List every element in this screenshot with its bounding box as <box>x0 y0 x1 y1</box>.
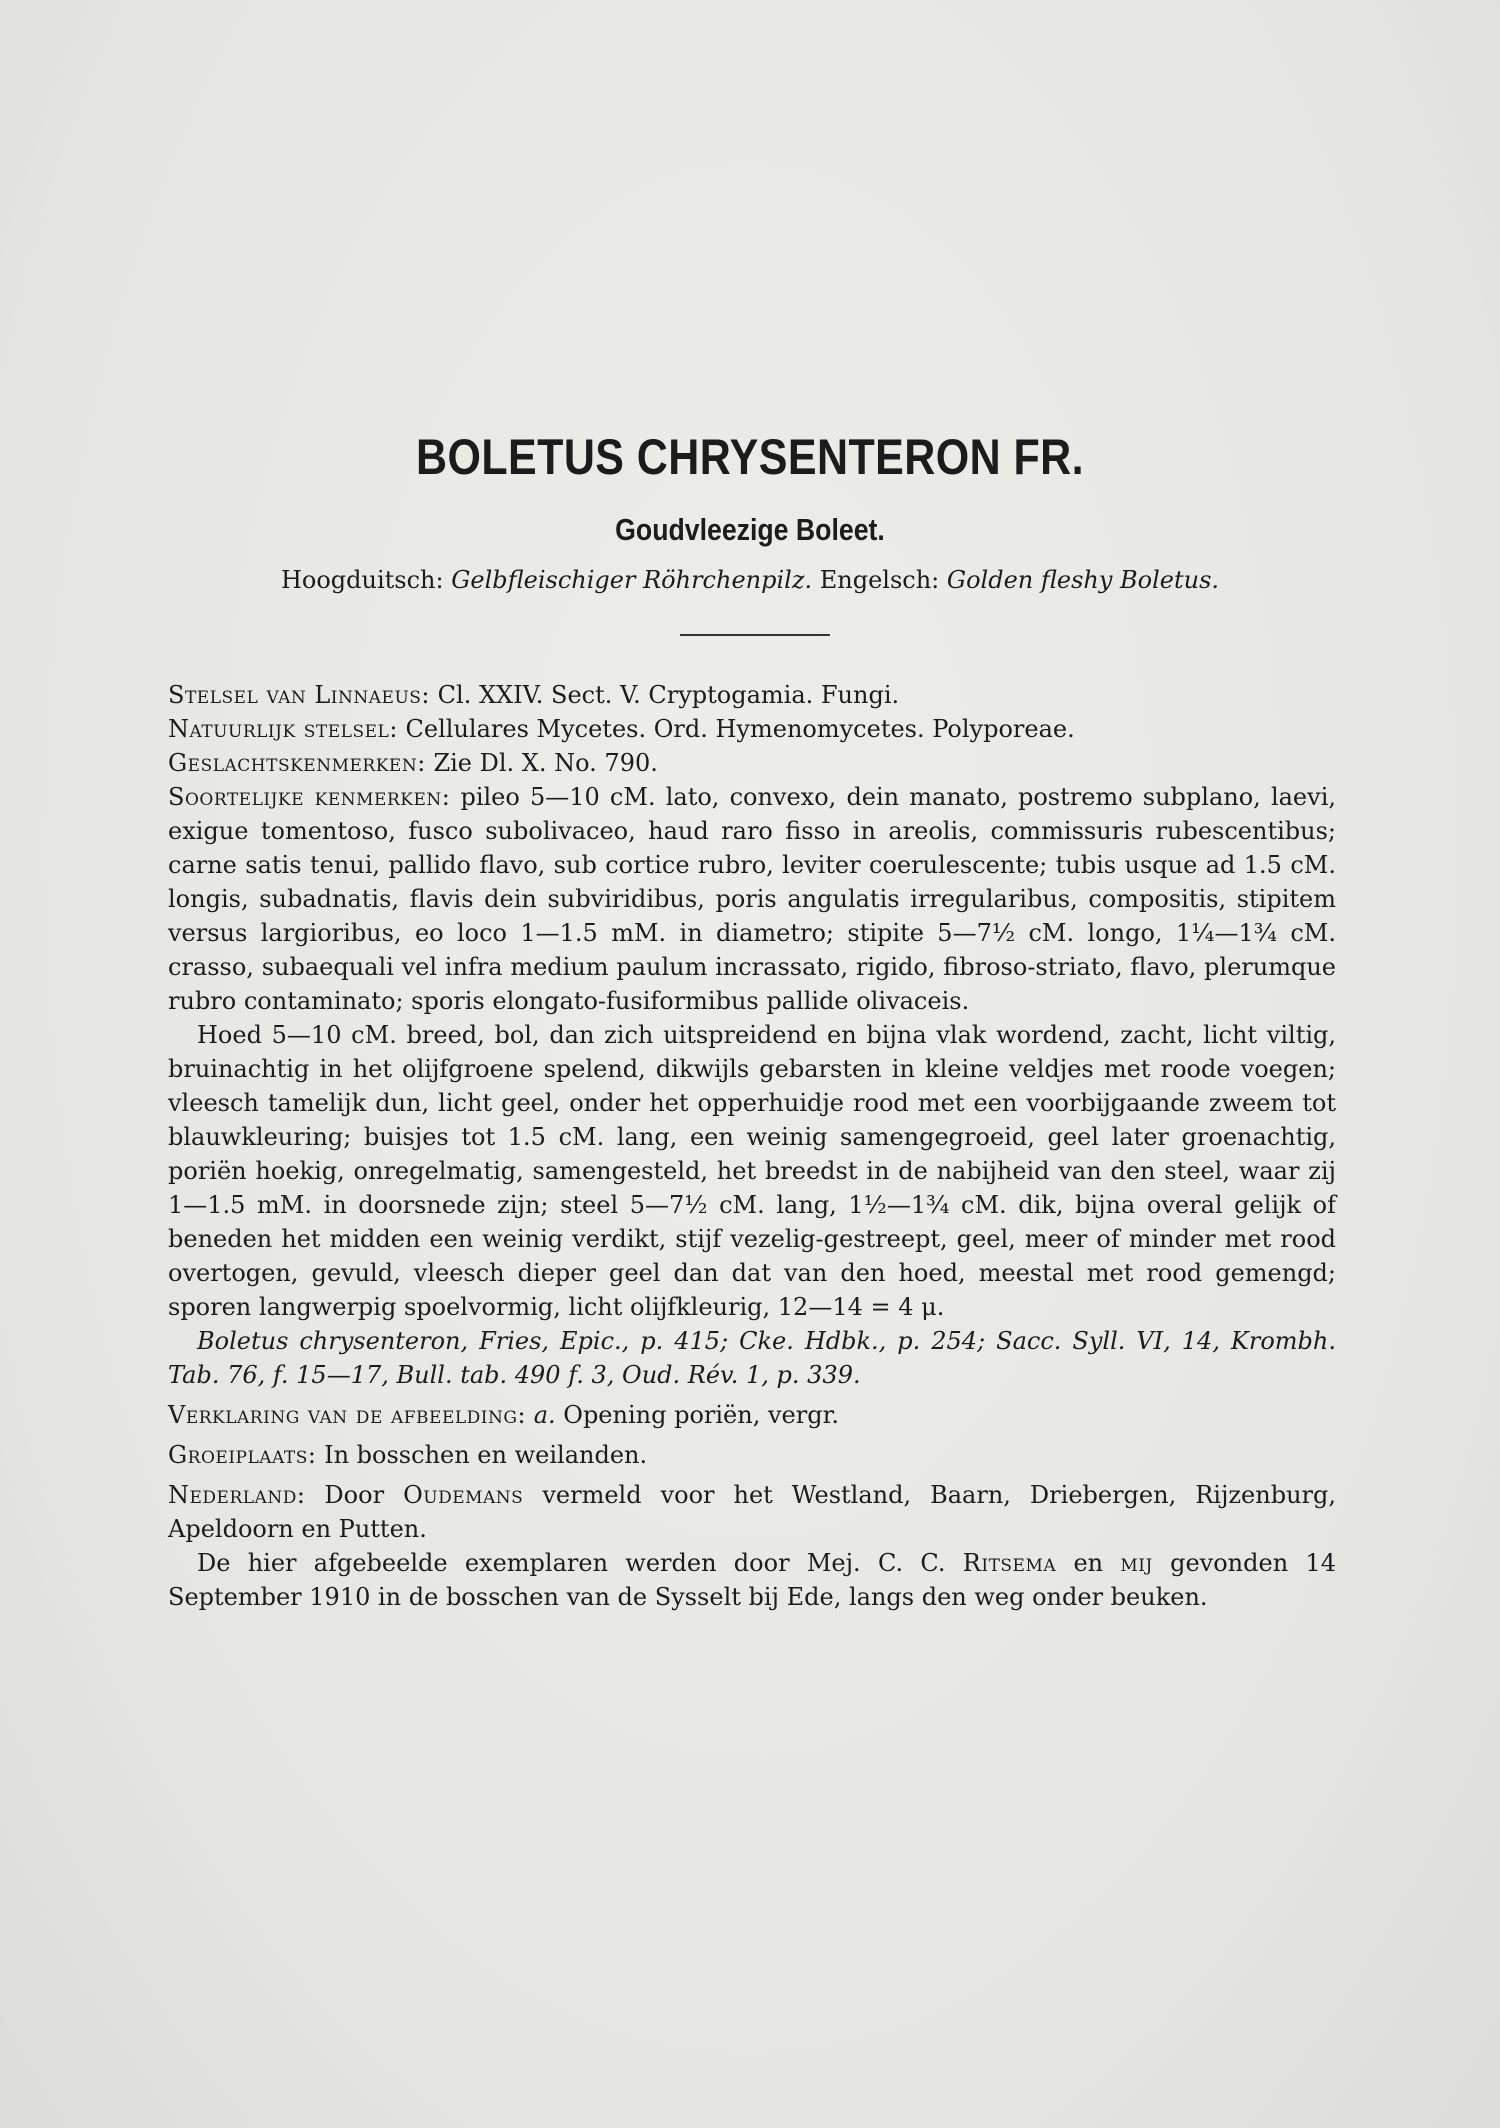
geslacht-paragraph <box>168 746 1336 780</box>
english-label: Engelsch: <box>819 566 940 594</box>
final-mid: en <box>1073 1549 1104 1577</box>
soort-text: pileo 5—10 cM. lato, convexo, dein manato, postremo subplano, laevi, exigue tomentoso, fusco subolivaceo, haud raro fisso in areolis, commissuris rubescentibus; carne satis tenui, pallido flavo, sub cortice rubro, leviter coerulescente; tubis usque ad 1.5 cM. longis, subadnatis, flavis dein subviridibus, poris angulatis irregularibus, compositis, stipitem versus largioribus, eo loco 1—1.5 mM. in diametro; stipite 5—7½ cM. longo, 1¼—1¾ cM. crasso, subaequali vel infra medium paulum incrassato, rigido, fibroso-striato, flavo, plerumque rubro contaminato; sporis elongato-fusiformibus pallide olivaceis. <box>168 783 1336 1015</box>
soort-label: Soortelijke kenmerken: <box>168 783 451 811</box>
groei-label: Groeiplaats: <box>168 1441 317 1469</box>
page-subtitle: Goudvleezige Boleet. <box>615 512 885 547</box>
verklaring-label: Verklaring van de afbeelding: <box>168 1401 527 1429</box>
natuurlijk-label: Natuurlijk stelsel: <box>168 715 398 743</box>
common-names <box>0 566 1500 594</box>
nederland-paragraph <box>168 1478 1336 1546</box>
linnaeus-text: Cl. XXIV. Sect. V. Cryptogamia. Fungi. <box>437 681 900 709</box>
final-text: gevonden 14 September 1910 in de bosschen van de Sysselt bij Ede, langs den weg onder beuken. <box>168 1549 1336 1611</box>
final-paragraph <box>168 1546 1336 1614</box>
verklaring-marker: a. <box>533 1401 556 1429</box>
final-collector: Ritsema <box>962 1549 1057 1577</box>
linnaeus-paragraph <box>168 678 1336 712</box>
nederland-label: Nederland: <box>168 1481 306 1509</box>
verklaring-paragraph <box>168 1398 1336 1432</box>
final-pre: De hier afgebeelde exemplaren werden door Mej. C. C. <box>197 1549 946 1577</box>
natuurlijk-text: Cellulares Mycetes. Ord. Hymenomycetes. Polyporeae. <box>405 715 1075 743</box>
final-mij: mij <box>1120 1549 1153 1577</box>
english-name: Golden fleshy Boletus. <box>946 566 1220 594</box>
hoed-paragraph: Hoed 5—10 cM. breed, bol, dan zich uitspreidend en bijna vlak wordend, zacht, licht viltig, bruinachtig in het olijfgroene spelend, dikwijls gebarsten in kleine veldjes met roode voegen; vleesch tamelijk dun, licht geel, onder het opperhuidje rood met een voorbijgaande zweem tot blauwkleuring; buisjes tot 1.5 cM. lang, een weinig samengegroeid, geel later groenachtig, poriën hoekig, onregelmatig, samengesteld, het breedst in de nabijheid van den steel, waar zij 1—1.5 mM. in doorsnede zijn; steel 5—7½ cM. lang, 1½—1¾ cM. dik, bijna overal gelijk of beneden het midden een weinig verdikt, stijf vezelig-gestreept, geel, meer of minder met rood overtogen, gevuld, vleesch dieper geel dan dat van den hoed, meestal met rood gemengd; sporen langwerpig spoelvormig, licht olijfkleurig, 12—14 = 4 μ. <box>168 1021 1336 1321</box>
soort-paragraph <box>168 780 1336 1018</box>
linnaeus-label: Stelsel van Linnaeus: <box>168 681 431 709</box>
groei-text: In bosschen en weilanden. <box>324 1441 648 1469</box>
geslacht-text: Zie Dl. X. No. 790. <box>433 749 658 777</box>
german-name: Gelbfleischiger Röhrchenpilz. <box>451 566 813 594</box>
nederland-text: vermeld voor het Westland, Baarn, Driebergen, Rijzenburg, Apeldoorn en Putten. <box>168 1481 1336 1543</box>
natuurlijk-paragraph <box>168 712 1336 746</box>
references-paragraph: Boletus chrysenteron, Fries, Epic., p. 415; Cke. Hdbk., p. 254; Sacc. Syll. VI, 14, Krombh. Tab. 76, f. 15—17, Bull. tab. 490 f. 3, Oud. Rév. 1, p. 339. <box>168 1327 1336 1389</box>
nederland-pre: Door <box>324 1481 385 1509</box>
description-body <box>168 678 1336 1614</box>
nederland-author: Oudemans <box>403 1481 524 1509</box>
geslacht-label: Geslachtskenmerken: <box>168 749 426 777</box>
german-label: Hoogduitsch: <box>280 566 444 594</box>
verklaring-text: Opening poriën, vergr. <box>563 1401 840 1429</box>
groei-paragraph <box>168 1438 1336 1472</box>
page-title: BOLETUS CHRYSENTERON FR. <box>415 429 1085 485</box>
title-divider <box>680 634 830 636</box>
